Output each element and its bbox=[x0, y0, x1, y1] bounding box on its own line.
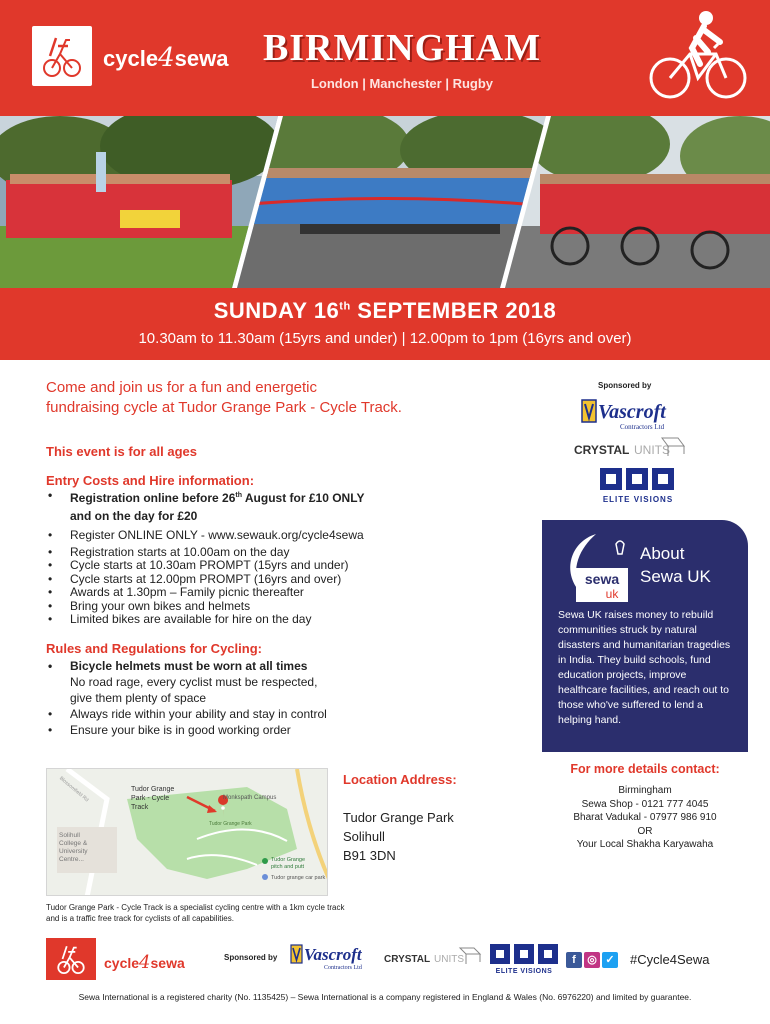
map-label-pitch: Tudor Grange pitch and putt bbox=[271, 857, 306, 870]
svg-text:UNITS: UNITS bbox=[634, 443, 670, 457]
about-sewa-box bbox=[542, 520, 748, 752]
photo-group-red-shirts bbox=[0, 116, 280, 288]
vascroft-text: Vascroft bbox=[598, 401, 666, 423]
twitter-icon[interactable]: ✓ bbox=[602, 952, 618, 968]
list-item: • Cycle starts at 10.30am PROMPT (15yrs and under) bbox=[46, 559, 486, 573]
hashtag: #Cycle4Sewa bbox=[630, 952, 710, 967]
ages-note: This event is for all ages bbox=[46, 444, 197, 459]
crystal-units-logo bbox=[574, 432, 686, 462]
svg-text:Vascroft: Vascroft bbox=[304, 945, 362, 964]
svg-text:ELITE VISIONS: ELITE VISIONS bbox=[495, 968, 553, 975]
city-title: BIRMINGHAM bbox=[262, 27, 542, 69]
location-address: Tudor Grange Park Solihull B91 3DN bbox=[343, 810, 454, 863]
entry-list bbox=[46, 489, 486, 627]
event-photos bbox=[0, 116, 770, 288]
svg-text:UNITS: UNITS bbox=[434, 954, 464, 965]
photo-riders-lineup bbox=[500, 116, 770, 288]
footer-elite-logo bbox=[488, 942, 560, 976]
social-icons bbox=[566, 952, 618, 968]
list-item: No road rage, every cyclist must be respected, bbox=[70, 675, 318, 689]
contact-heading: For more details contact: bbox=[570, 762, 720, 776]
map-caption: Tudor Grange Park - Cycle Track is a specialist cycling centre with a 1km cycle track and is a traffic free track for cyclists of all capabilities. bbox=[46, 903, 345, 923]
map-label-park: Tudor Grange Park bbox=[209, 821, 252, 827]
list-item: • Always ride within your ability and stay in control bbox=[46, 706, 486, 722]
footer-vascroft-logo bbox=[290, 942, 382, 972]
list-item-continuation: give them plenty of space bbox=[70, 691, 207, 705]
svg-text:sewa: sewa bbox=[584, 571, 620, 587]
contact-details: Birmingham Sewa Shop - 0121 777 4045 Bharat Vadukal - 07977 986 910 OR Your Local Shakha Karyawaha bbox=[573, 785, 717, 850]
event-date: SUNDAY 16th SEPTEMBER 2018 bbox=[213, 298, 557, 323]
instagram-icon[interactable]: ◎ bbox=[584, 952, 600, 968]
vascroft-logo bbox=[580, 396, 690, 436]
intro-line-1: Come and join us for a fun and energetic bbox=[46, 379, 318, 396]
about-title: About Sewa UK bbox=[640, 544, 711, 586]
entry-heading: Entry Costs and Hire information: bbox=[46, 473, 255, 488]
photo-ribbon-cutting bbox=[230, 116, 560, 288]
event-times: 10.30am to 11.30am (15yrs and under) | 12.00pm to 1pm (16yrs and over) bbox=[138, 330, 632, 347]
map-label-carpark: Tudor grange car park bbox=[271, 875, 326, 881]
event-date-band bbox=[0, 288, 770, 360]
cycle4sewa-logo-icon bbox=[32, 26, 92, 86]
list-item: • Registration starts at 10.00am on the day bbox=[46, 546, 486, 560]
location-heading: Location Address: bbox=[343, 772, 457, 787]
footer-logo-icon bbox=[46, 938, 96, 980]
svg-text:CRYSTAL: CRYSTAL bbox=[384, 954, 431, 965]
sewa-uk-logo bbox=[560, 532, 630, 604]
other-cities: London | Manchester | Rugby bbox=[310, 76, 494, 91]
elite-visions-logo bbox=[594, 466, 682, 508]
facebook-icon[interactable]: f bbox=[566, 952, 582, 968]
list-item: • Cycle starts at 12.00pm PROMPT (16yrs and over) bbox=[46, 573, 486, 587]
list-item: • Ensure your bike is in good working order bbox=[46, 722, 486, 738]
list-item-continuation: and on the day for £20 bbox=[70, 508, 198, 523]
footer-crystal-logo bbox=[384, 942, 482, 970]
cyclist-icon bbox=[646, 8, 750, 104]
footer-brand: cycle4sewa bbox=[104, 952, 185, 973]
svg-text:CRYSTAL: CRYSTAL bbox=[574, 443, 630, 457]
map-label-track: Tudor Grange Park - Cycle Track bbox=[131, 786, 175, 811]
vascroft-sub: Contractors Ltd bbox=[620, 423, 665, 431]
intro-line-2: fundraising cycle at Tudor Grange Park - Cycle Track. bbox=[46, 399, 402, 416]
header-banner bbox=[0, 0, 770, 116]
list-item: • Bring your own bikes and helmets bbox=[46, 600, 486, 614]
list-item: • Limited bikes are available for hire on the day bbox=[46, 613, 486, 627]
list-item: • Awards at 1.30pm – Family picnic thereafter bbox=[46, 586, 486, 600]
svg-text:uk: uk bbox=[605, 587, 619, 601]
map-label-monk: Monkspath Campus bbox=[223, 795, 277, 801]
location-map[interactable] bbox=[46, 768, 328, 896]
list-item: • Bicycle helmets must be worn at all times bbox=[46, 658, 486, 674]
about-body: Sewa UK raises money to rebuild communities struck by natural disasters and humanitarian tragedies in India. They build schools, fund education projects, improve healthcare facilities, and reach out to those who've suffered to lend a helping hand. bbox=[558, 609, 731, 726]
sponsored-by-label: Sponsored by bbox=[598, 381, 652, 390]
list-item: • Register ONLINE ONLY - www.sewauk.org/cycle4sewa bbox=[46, 529, 486, 543]
legal-notice: Sewa International is a registered charity (No. 1135425) – Sewa International is a company registered in England & Wales (No. 6976220) and limited by guarantee. bbox=[78, 992, 692, 1002]
footer-sponsored-label: Sponsored by bbox=[224, 953, 278, 962]
rules-list bbox=[46, 658, 486, 738]
map-label-road: Blossomfield Rd bbox=[58, 775, 90, 804]
brand-name: cycle4sewa bbox=[103, 43, 229, 73]
photo-collage bbox=[0, 116, 770, 288]
map-label-college: Solihull College & University Centre... bbox=[59, 832, 88, 863]
list-item: • Registration online before 26th August for £10 ONLY bbox=[46, 489, 486, 506]
intro-text bbox=[46, 378, 476, 418]
svg-text:Contractors Ltd: Contractors Ltd bbox=[324, 965, 362, 971]
svg-text:ELITE VISIONS: ELITE VISIONS bbox=[602, 495, 674, 504]
rules-heading: Rules and Regulations for Cycling: bbox=[46, 641, 262, 656]
